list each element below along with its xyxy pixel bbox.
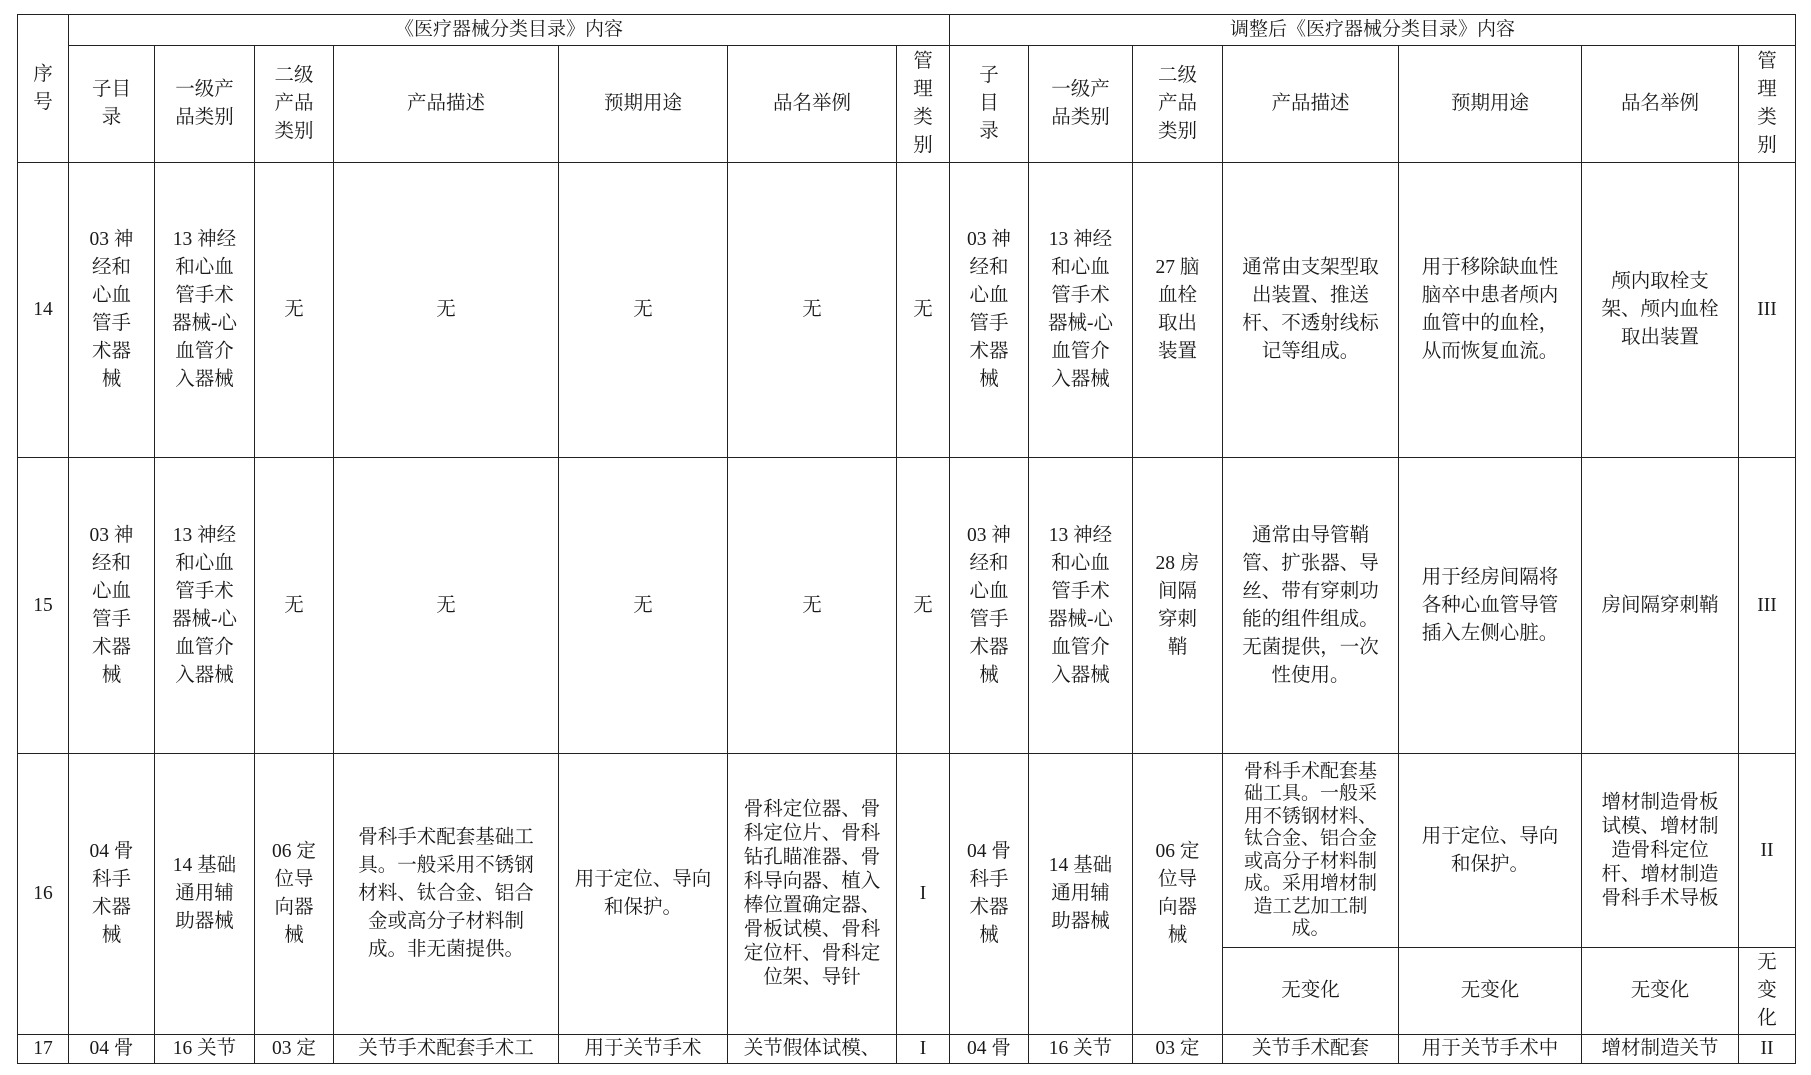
cell-adjusted-class: III <box>1739 458 1796 754</box>
cell-adjusted-intended-use: 用于移除缺血性脑卒中患者颅内血管中的血栓，从而恢复血流。 <box>1399 163 1582 458</box>
cell-original-description: 关节手术配套手术工 <box>334 1035 559 1064</box>
header-adjusted-group: 调整后《医疗器械分类目录》内容 <box>950 15 1796 46</box>
header-original-sub-catalog: 子目录 <box>69 46 155 163</box>
cell-adjusted-level2: 27 脑血栓取出装置 <box>1133 163 1223 458</box>
cell-original-sub-catalog: 03 神经和心血管手术器械 <box>69 458 155 754</box>
header-adjusted-class: 管理类别 <box>1739 46 1796 163</box>
cell-adjusted-class: II <box>1739 754 1796 948</box>
cell-unchanged-class: 无变化 <box>1739 948 1796 1035</box>
cell-original-level1: 16 关节 <box>155 1035 255 1064</box>
cell-original-description: 无 <box>334 458 559 754</box>
cell-adjusted-examples: 颅内取栓支架、颅内血栓取出装置 <box>1582 163 1739 458</box>
cell-original-examples: 关节假体试模、 <box>728 1035 897 1064</box>
cell-adjusted-level1: 13 神经和心血管手术器械-心血管介入器械 <box>1029 163 1133 458</box>
cell-original-intended-use: 无 <box>559 163 728 458</box>
cell-original-level2: 03 定 <box>255 1035 334 1064</box>
cell-adjusted-class: II <box>1739 1035 1796 1064</box>
cell-adjusted-examples: 房间隔穿刺鞘 <box>1582 458 1739 754</box>
cell-adjusted-level1: 13 神经和心血管手术器械-心血管介入器械 <box>1029 458 1133 754</box>
cell-original-intended-use: 用于定位、导向和保护。 <box>559 754 728 1035</box>
cell-original-level1: 13 神经和心血管手术器械-心血管介入器械 <box>155 458 255 754</box>
cell-adjusted-level1: 14 基础通用辅助器械 <box>1029 754 1133 1035</box>
header-adjusted-level1: 一级产品类别 <box>1029 46 1133 163</box>
cell-original-sub-catalog: 04 骨科手术器械 <box>69 754 155 1035</box>
cell-unchanged-intended-use: 无变化 <box>1399 948 1582 1035</box>
cell-original-examples: 无 <box>728 458 897 754</box>
cell-adjusted-intended-use: 用于关节手术中 <box>1399 1035 1582 1064</box>
cell-original-sub-catalog: 03 神经和心血管手术器械 <box>69 163 155 458</box>
cell-adjusted-class: III <box>1739 163 1796 458</box>
cell-seq: 16 <box>18 754 69 1035</box>
cell-original-description: 骨科手术配套基础工具。一般采用不锈钢材料、钛合金、铝合金或高分子材料制成。非无菌提供。 <box>334 754 559 1035</box>
cell-original-intended-use: 无 <box>559 458 728 754</box>
cell-adjusted-intended-use: 用于经房间隔将各种心血管导管插入左侧心脏。 <box>1399 458 1582 754</box>
cell-adjusted-description: 通常由支架型取出装置、推送杆、不透射线标记等组成。 <box>1223 163 1399 458</box>
cell-adjusted-description: 骨科手术配套基础工具。一般采用不锈钢材料、钛合金、铝合金或高分子材料制成。采用增材制造工艺加工制成。 <box>1223 754 1399 948</box>
cell-original-level1: 14 基础通用辅助器械 <box>155 754 255 1035</box>
cell-original-class: I <box>897 754 950 1035</box>
cell-original-class: 无 <box>897 458 950 754</box>
cell-original-level2: 无 <box>255 458 334 754</box>
cell-original-level2: 06 定位导向器械 <box>255 754 334 1035</box>
cell-adjusted-description: 通常由导管鞘管、扩张器、导丝、带有穿刺功能的组件组成。无菌提供，一次性使用。 <box>1223 458 1399 754</box>
header-adjusted-description: 产品描述 <box>1223 46 1399 163</box>
cell-original-class: 无 <box>897 163 950 458</box>
header-original-level2: 二级产品类别 <box>255 46 334 163</box>
header-adjusted-examples: 品名举例 <box>1582 46 1739 163</box>
cell-adjusted-intended-use: 用于定位、导向和保护。 <box>1399 754 1582 948</box>
header-original-intended-use: 预期用途 <box>559 46 728 163</box>
cell-original-examples: 无 <box>728 163 897 458</box>
cell-original-description: 无 <box>334 163 559 458</box>
header-original-examples: 品名举例 <box>728 46 897 163</box>
cell-adjusted-sub-catalog: 04 骨 <box>950 1035 1029 1064</box>
header-adjusted-sub-catalog: 子目录 <box>950 46 1029 163</box>
header-seq: 序号 <box>18 15 69 163</box>
cell-adjusted-sub-catalog: 03 神经和心血管手术器械 <box>950 163 1029 458</box>
cell-adjusted-level1: 16 关节 <box>1029 1035 1133 1064</box>
cell-original-level1: 13 神经和心血管手术器械-心血管介入器械 <box>155 163 255 458</box>
cell-seq: 14 <box>18 163 69 458</box>
cell-original-intended-use: 用于关节手术 <box>559 1035 728 1064</box>
cell-original-sub-catalog: 04 骨 <box>69 1035 155 1064</box>
cell-adjusted-examples: 增材制造关节 <box>1582 1035 1739 1064</box>
cell-adjusted-level2: 28 房间隔穿刺鞘 <box>1133 458 1223 754</box>
header-original-level1: 一级产品类别 <box>155 46 255 163</box>
header-original-group: 《医疗器械分类目录》内容 <box>69 15 950 46</box>
cell-original-level2: 无 <box>255 163 334 458</box>
cell-unchanged-description: 无变化 <box>1223 948 1399 1035</box>
header-adjusted-intended-use: 预期用途 <box>1399 46 1582 163</box>
header-adjusted-level2: 二级产品类别 <box>1133 46 1223 163</box>
cell-original-class: I <box>897 1035 950 1064</box>
cell-adjusted-sub-catalog: 04 骨科手术器械 <box>950 754 1029 1035</box>
header-original-class: 管理类别 <box>897 46 950 163</box>
cell-adjusted-level2: 06 定位导向器械 <box>1133 754 1223 1035</box>
cell-adjusted-description: 关节手术配套 <box>1223 1035 1399 1064</box>
cell-adjusted-examples: 增材制造骨板试模、增材制造骨科定位杆、增材制造骨科手术导板 <box>1582 754 1739 948</box>
cell-seq: 15 <box>18 458 69 754</box>
cell-seq: 17 <box>18 1035 69 1064</box>
cell-adjusted-level2: 03 定 <box>1133 1035 1223 1064</box>
cell-unchanged-examples: 无变化 <box>1582 948 1739 1035</box>
classification-table <box>17 14 1796 1064</box>
cell-adjusted-sub-catalog: 03 神经和心血管手术器械 <box>950 458 1029 754</box>
cell-original-examples: 骨科定位器、骨科定位片、骨科钻孔瞄准器、骨科导向器、植入棒位置确定器、骨板试模、骨科定位杆、骨科定位架、导针 <box>728 754 897 1035</box>
header-original-description: 产品描述 <box>334 46 559 163</box>
